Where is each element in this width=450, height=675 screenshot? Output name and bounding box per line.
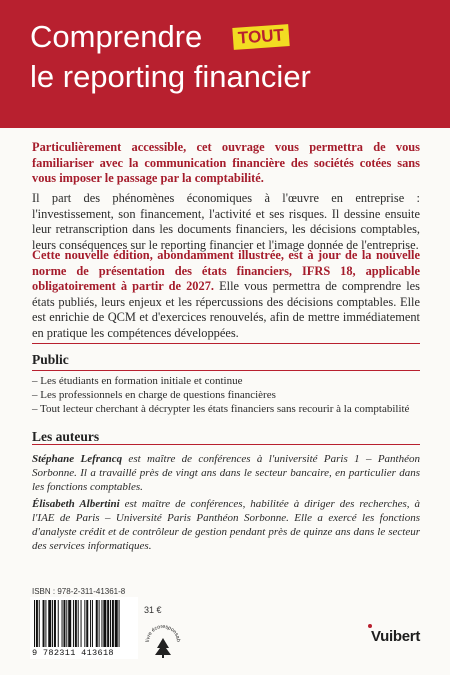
edition-highlight: Cette nouvelle édition, abondamment illustrée, est à jour de la nouvelle norme de présentation des états financiers, IFRS 18, applicable obligatoirement à partir de 2027. — [32, 248, 420, 293]
list-item: – Les professionnels en charge de questions financières — [32, 389, 276, 401]
section-divider — [32, 343, 420, 344]
barcode-bar — [39, 600, 40, 647]
barcode-bar — [90, 600, 91, 647]
barcode-bar — [99, 600, 100, 647]
barcode-bar — [112, 600, 114, 647]
barcode-bar — [115, 600, 118, 647]
barcode-bar — [84, 600, 85, 647]
barcode-bar — [52, 600, 53, 647]
barcode — [30, 597, 138, 659]
author-name: Stéphane Lefrancq — [32, 453, 123, 465]
public-heading: Public — [32, 352, 69, 367]
barcode-bar — [78, 600, 79, 647]
barcode-bar — [81, 600, 82, 647]
barcode-bar — [107, 600, 109, 647]
edition-paragraph — [32, 248, 420, 341]
barcode-bar — [68, 600, 71, 647]
barcode-bar — [34, 600, 35, 647]
publisher-logo: Vuibert — [371, 628, 421, 645]
barcode-bar — [54, 600, 56, 647]
author-bio — [32, 497, 420, 553]
barcode-bar — [43, 600, 45, 647]
barcode-bar — [73, 600, 74, 647]
barcode-bar — [96, 600, 98, 647]
barcode-bar — [45, 600, 46, 647]
edition-details: Elle vous permettra de comprendre les états publiés, leurs enjeux et les répercussions des décisions comptables. Elle est enrichie de QCM et d'exercices renouvelés, afin de mettre immédiatement en pratique les compétences développées. — [32, 279, 420, 340]
author-bio — [32, 452, 420, 494]
list-item: – Tout lecteur cherchant à décrypter les états financiers sans recourir à la comptabilité — [32, 403, 410, 415]
public-list — [32, 374, 442, 416]
list-item: – Les étudiants en formation initiale et continue — [32, 375, 243, 387]
title-line-2: le reporting financier — [30, 59, 311, 94]
intro-paragraph: Particulièrement accessible, cet ouvrage vous permettra de vous familiariser avec la communication financière des sociétés cotées sans vous imposer le passage par la comptabilité. — [32, 140, 420, 185]
section-divider — [32, 444, 420, 445]
barcode-bar — [48, 600, 51, 647]
barcode-bar — [103, 600, 106, 647]
barcode-bars — [30, 597, 138, 649]
barcode-bar — [36, 600, 38, 647]
price: 31 € — [144, 605, 162, 615]
title-line-1: Comprendre — [30, 19, 203, 54]
barcode-bar — [92, 600, 93, 647]
barcode-bar — [75, 600, 77, 647]
section-divider — [32, 370, 420, 371]
barcode-bar — [86, 600, 88, 647]
description-paragraph: Il part des phénomènes économiques à l'œuvre en entreprise : l'investissement, son financement, l'activité et ses risques. Il dessine ensuite leur retranscription dans les documents financiers, les décisions comptables, leurs conséquences sur le reporting financier et l'image donnée de l'entreprise. — [32, 191, 420, 252]
barcode-bar — [101, 600, 102, 647]
authors-heading: Les auteurs — [32, 429, 100, 444]
author-description: est maître de conférences à l'université Paris 1 – Panthéon Sorbonne. Il a travaillé près de vingt ans dans le secteur bancaire, en particulier dans les fonctions comptables. — [32, 453, 420, 493]
isbn: ISBN : 978-2-311-41361-8 — [32, 587, 126, 596]
barcode-bar — [110, 600, 111, 647]
barcode-digits: 9 782311 413618 — [32, 648, 114, 658]
barcode-bar — [62, 600, 63, 647]
eco-label-logo — [144, 622, 182, 660]
cover-header — [0, 0, 450, 128]
barcode-bar — [63, 600, 65, 647]
barcode-bar — [66, 600, 67, 647]
author-name: Élisabeth Albertini — [32, 498, 120, 510]
eco-label-text: livre écoresponsab — [144, 623, 182, 643]
barcode-bar — [58, 600, 59, 647]
author-description: est maître de conférences, habilitée à diriger des recherches, à l'IAE de Paris – Université Paris Panthéon Sorbonne. Elle a exercé les fonctions d'analyste crédit et de contrôleur de gestion pendant près de quinze ans dans le secteur des services informatiques. — [32, 498, 420, 552]
title-badge: TOUT — [232, 24, 289, 50]
barcode-bar — [119, 600, 120, 647]
